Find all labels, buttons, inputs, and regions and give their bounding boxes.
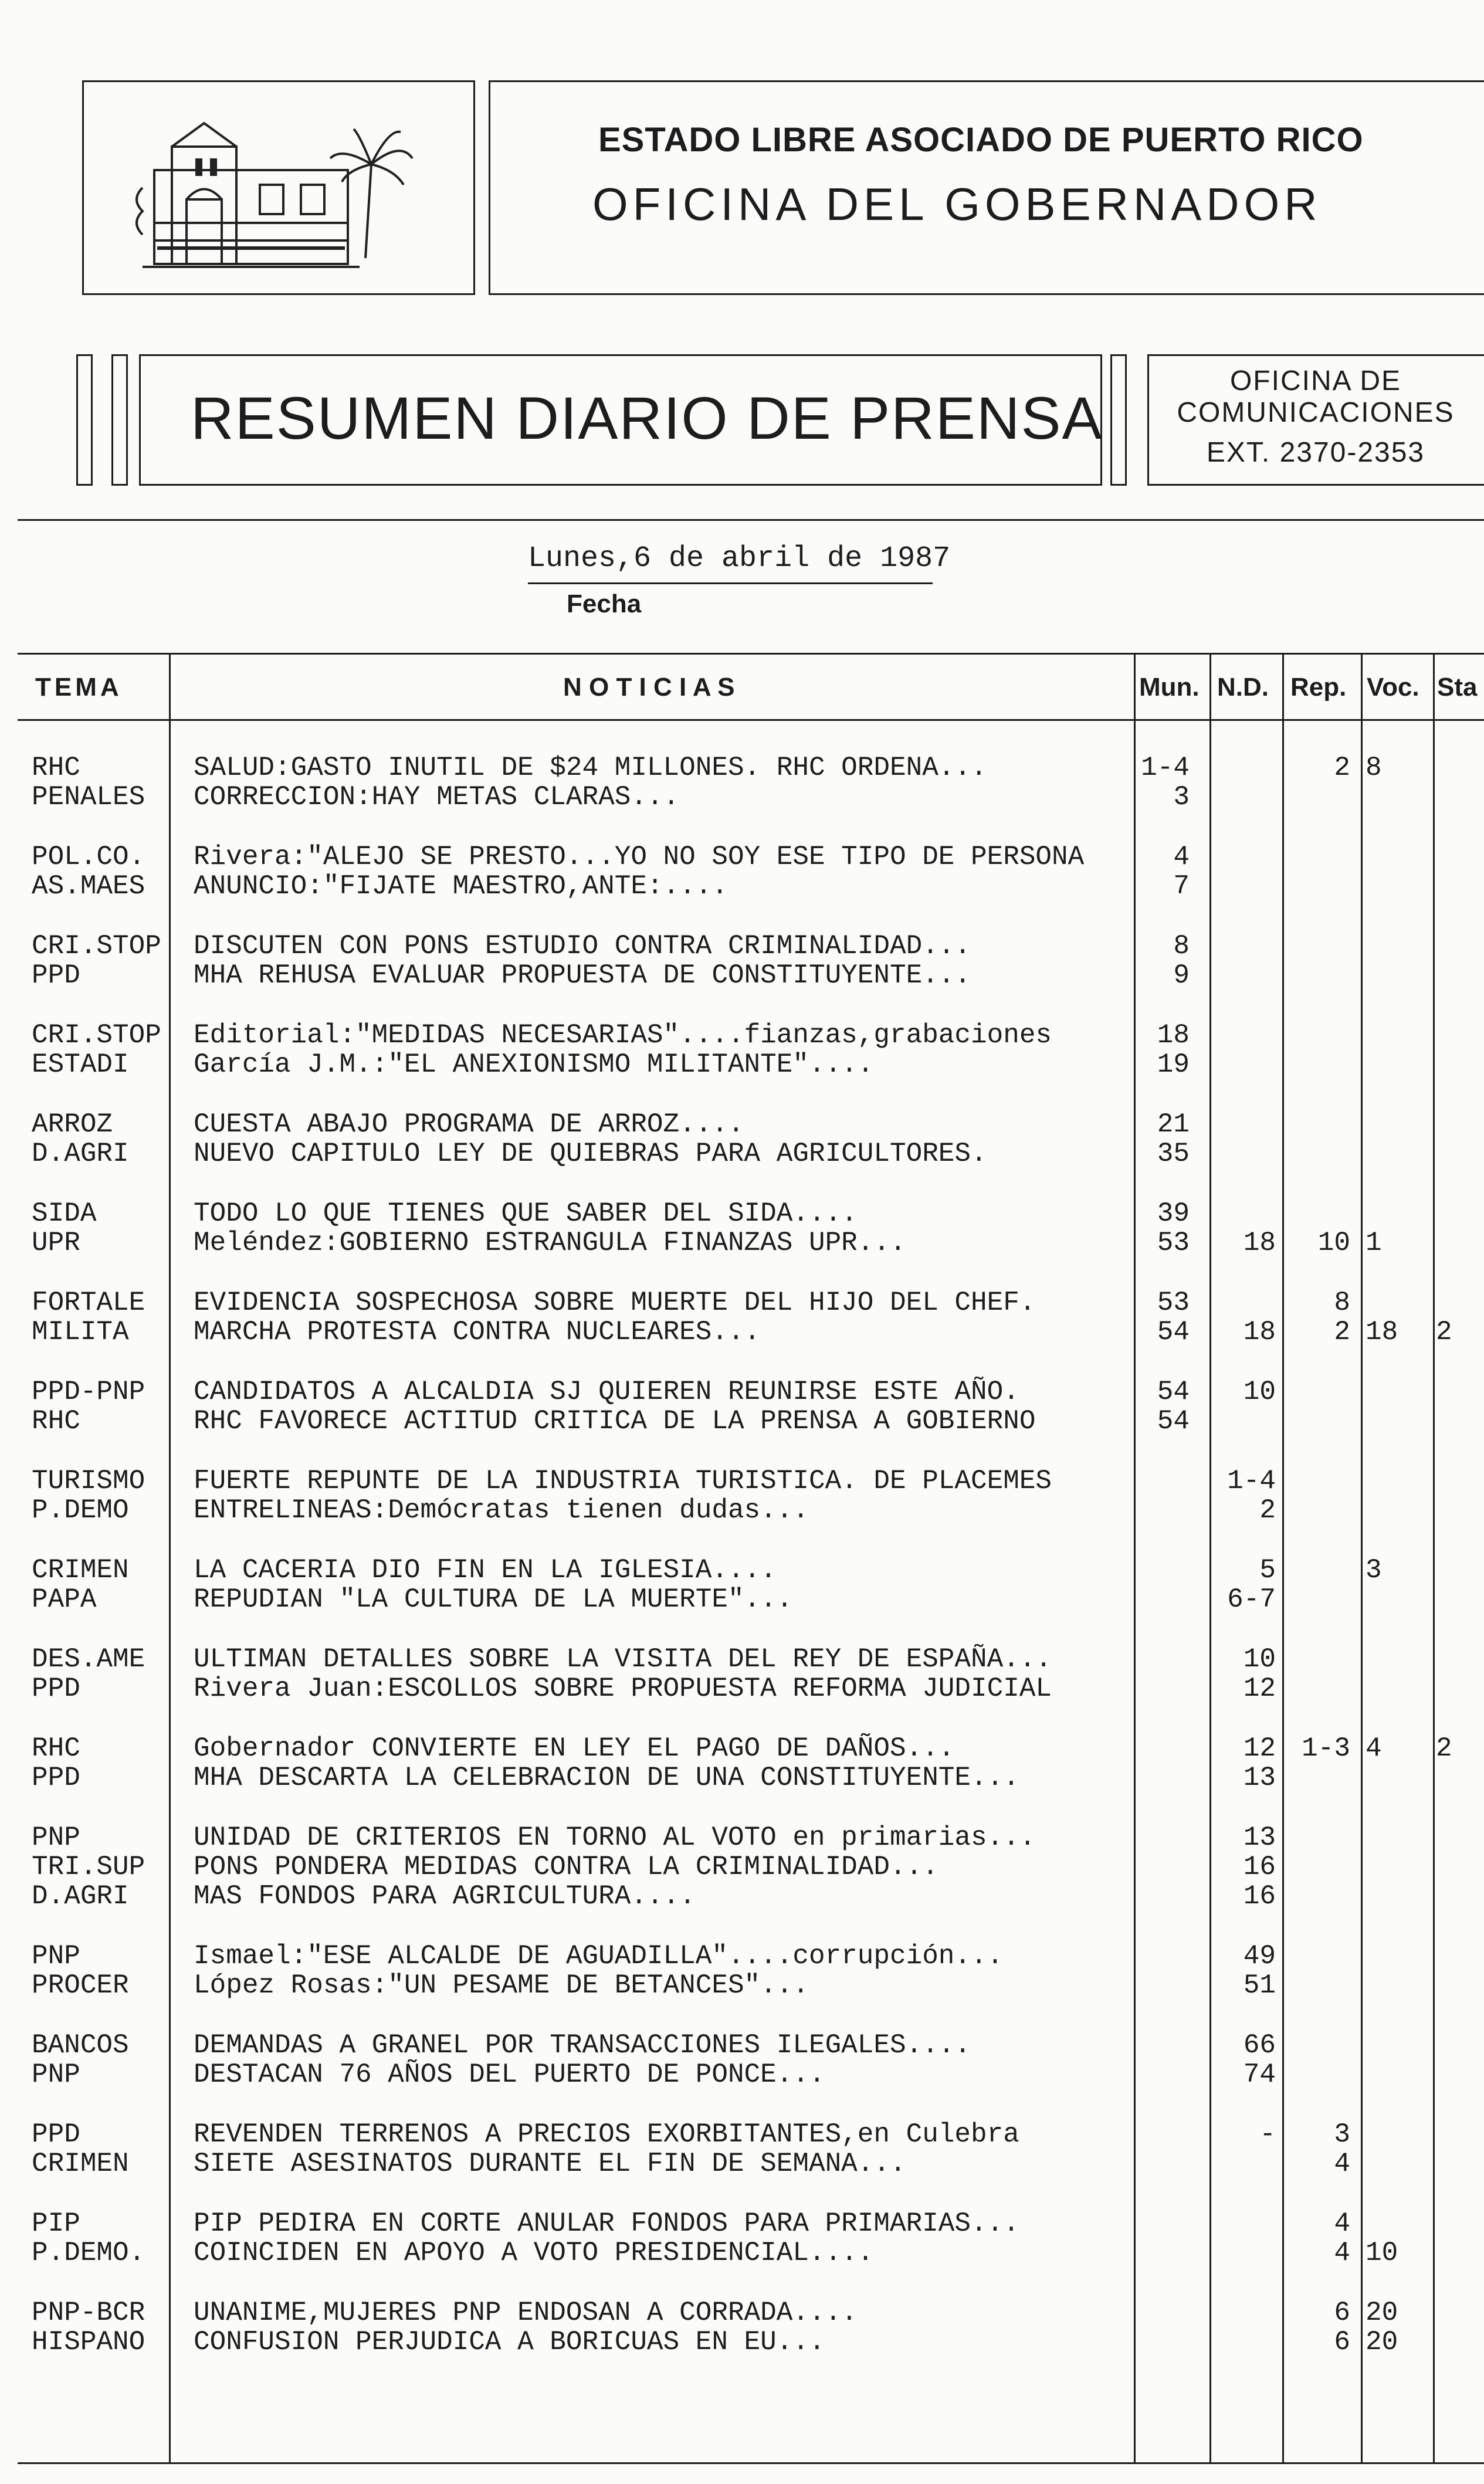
table-cell-tema: UPR — [32, 1228, 80, 1258]
table-cell-noticia: PIP PEDIRA EN CORTE ANULAR FONDOS PARA PRIMARIAS... — [194, 2208, 1019, 2239]
table-cell-nd: - — [1259, 2119, 1276, 2150]
table-cell-tema: TRI.SUP — [32, 1852, 145, 1882]
table-cell-nd: 6-7 — [1227, 1584, 1276, 1615]
table-cell-tema: HISPANO — [32, 2327, 145, 2357]
table-cell-noticia: Meléndez:GOBIERNO ESTRANGULA FINANZAS UPR... — [194, 1228, 906, 1258]
table-cell-tema: RHC — [32, 1406, 80, 1436]
table-cell-tema: PPD — [32, 1763, 80, 1793]
banner-right-bar — [1110, 354, 1127, 486]
table-cell-rep: 6 — [1334, 2327, 1350, 2357]
table-cell-nd: 16 — [1243, 1881, 1276, 1912]
table-cell-nd: 1-4 — [1227, 1466, 1276, 1496]
table-cell-rep: 10 — [1317, 1228, 1350, 1258]
table-cell-tema: ESTADI — [32, 1049, 129, 1080]
table-cell-noticia: CONFUSION PERJUDICA A BORICUAS EN EU... — [194, 2327, 825, 2357]
header-sta: Sta — [1437, 673, 1478, 702]
table-cell-noticia: DESTACAN 76 AÑOS DEL PUERTO DE PONCE... — [194, 2059, 825, 2090]
table-cell-noticia: DISCUTEN CON PONS ESTUDIO CONTRA CRIMINALIDAD... — [194, 931, 971, 961]
table-cell-noticia: CORRECCION:HAY METAS CLARAS... — [194, 782, 680, 812]
table-cell-noticia: PONS PONDERA MEDIDAS CONTRA LA CRIMINALIDAD... — [194, 1852, 938, 1882]
table-cell-noticia: UNANIME,MUJERES PNP ENDOSAN A CORRADA.... — [194, 2297, 858, 2328]
table-top-rule — [18, 653, 1484, 655]
office-line2: COMUNICACIONES — [1177, 397, 1455, 428]
table-cell-nd: 51 — [1243, 1970, 1276, 2001]
column-divider-noticias — [1134, 653, 1136, 2464]
logo-frame — [82, 80, 475, 295]
table-cell-tema: P.DEMO — [32, 1495, 129, 1526]
table-cell-rep: 4 — [1334, 2238, 1350, 2268]
table-cell-tema: PPD — [32, 1673, 80, 1704]
table-cell-voc: 4 — [1366, 1733, 1382, 1764]
table-cell-tema: PPD — [32, 2119, 80, 2150]
table-cell-rep: 4 — [1334, 2208, 1350, 2239]
table-cell-noticia: LA CACERIA DIO FIN EN LA IGLESIA.... — [194, 1555, 777, 1585]
table-cell-mun: 3 — [1173, 782, 1190, 812]
table-cell-nd: 49 — [1243, 1941, 1276, 1971]
header-noticias: N O T I C I A S — [563, 673, 735, 702]
table-cell-rep: 6 — [1334, 2297, 1350, 2328]
government-name: ESTADO LIBRE ASOCIADO DE PUERTO RICO — [598, 121, 1364, 159]
table-cell-tema: PENALES — [32, 782, 145, 812]
table-cell-nd: 12 — [1243, 1673, 1276, 1704]
table-cell-mun: 19 — [1157, 1049, 1190, 1080]
table-cell-noticia: Editorial:"MEDIDAS NECESARIAS"....fianzas,grabaciones — [194, 1020, 1052, 1050]
table-cell-tema: CRI.STOP — [32, 1020, 161, 1050]
table-cell-nd: 2 — [1259, 1495, 1276, 1526]
table-cell-mun: 54 — [1157, 1317, 1190, 1347]
table-cell-mun: 54 — [1157, 1406, 1190, 1436]
office-line1: OFICINA DE — [1229, 365, 1402, 397]
table-cell-tema: PROCER — [32, 1970, 129, 2001]
table-cell-tema: PPD-PNP — [32, 1377, 145, 1407]
table-cell-mun: 35 — [1157, 1138, 1190, 1169]
table-cell-noticia: Rivera Juan:ESCOLLOS SOBRE PROPUESTA REFORMA JUDICIAL — [194, 1673, 1052, 1704]
table-cell-mun: 18 — [1157, 1020, 1190, 1050]
table-cell-tema: D.AGRI — [32, 1138, 129, 1169]
date-label: Fecha — [567, 589, 642, 618]
header-nd: N.D. — [1217, 673, 1269, 702]
table-cell-nd: 13 — [1243, 1763, 1276, 1793]
table-cell-tema: PNP-BCR — [32, 2297, 145, 2328]
office-extension: EXT. 2370-2353 — [1206, 437, 1425, 468]
table-cell-noticia: MARCHA PROTESTA CONTRA NUCLEARES... — [194, 1317, 761, 1347]
table-cell-noticia: MHA REHUSA EVALUAR PROPUESTA DE CONSTITUYENTE... — [194, 960, 971, 991]
table-cell-voc: 20 — [1366, 2327, 1398, 2357]
column-divider-tema — [169, 653, 171, 2464]
table-cell-noticia: ANUNCIO:"FIJATE MAESTRO,ANTE:.... — [194, 871, 728, 902]
table-cell-noticia: SALUD:GASTO INUTIL DE $24 MILLONES. RHC ORDENA... — [194, 753, 987, 783]
table-cell-nd: 18 — [1243, 1228, 1276, 1258]
table-cell-mun: 53 — [1157, 1287, 1190, 1318]
table-cell-tema: FORTALE — [32, 1287, 145, 1318]
table-cell-tema: RHC — [32, 753, 80, 783]
column-divider-nd — [1282, 653, 1284, 2464]
table-cell-voc: 18 — [1366, 1317, 1398, 1347]
table-cell-tema: PNP — [32, 1822, 80, 1853]
table-cell-rep: 2 — [1334, 1317, 1350, 1347]
table-cell-voc: 1 — [1366, 1228, 1382, 1258]
table-cell-noticia: García J.M.:"EL ANEXIONISMO MILITANTE".... — [194, 1049, 874, 1080]
table-cell-tema: AS.MAES — [32, 871, 145, 902]
date-underline — [528, 582, 933, 584]
table-cell-mun: 53 — [1157, 1228, 1190, 1258]
table-cell-tema: DES.AME — [32, 1644, 145, 1675]
table-cell-rep: 8 — [1334, 1287, 1350, 1318]
table-cell-mun: 39 — [1157, 1198, 1190, 1229]
table-cell-voc: 8 — [1366, 753, 1382, 783]
banner-title: RESUMEN DIARIO DE PRENSA — [191, 385, 1103, 452]
column-divider-rep — [1361, 653, 1363, 2464]
banner-left-bar — [76, 354, 93, 486]
header-mun: Mun. — [1139, 673, 1200, 702]
table-cell-tema: CRIMEN — [32, 1555, 129, 1585]
table-cell-noticia: FUERTE REPUNTE DE LA INDUSTRIA TURISTICA. DE PLACEMES — [194, 1466, 1052, 1496]
table-cell-mun: 1-4 — [1141, 753, 1190, 783]
table-cell-tema: BANCOS — [32, 2030, 129, 2061]
table-cell-mun: 54 — [1157, 1377, 1190, 1407]
table-cell-mun: 21 — [1157, 1109, 1190, 1140]
table-cell-noticia: Ismael:"ESE ALCALDE DE AGUADILLA"....corrupción... — [194, 1941, 1004, 1971]
table-cell-tema: D.AGRI — [32, 1881, 129, 1912]
table-cell-noticia: TODO LO QUE TIENES QUE SABER DEL SIDA.... — [194, 1198, 858, 1229]
table-cell-noticia: MAS FONDOS PARA AGRICULTURA.... — [194, 1881, 696, 1912]
table-cell-noticia: ULTIMAN DETALLES SOBRE LA VISITA DEL REY DE ESPAÑA... — [194, 1644, 1052, 1675]
table-cell-noticia: NUEVO CAPITULO LEY DE QUIEBRAS PARA AGRICULTORES. — [194, 1138, 987, 1169]
table-cell-tema: PAPA — [32, 1584, 97, 1615]
table-cell-noticia: RHC FAVORECE ACTITUD CRITICA DE LA PRENSA A GOBIERNO — [194, 1406, 1036, 1436]
office-name: OFICINA DEL GOBERNADOR — [592, 178, 1322, 230]
table-cell-noticia: COINCIDEN EN APOYO A VOTO PRESIDENCIAL.... — [194, 2238, 874, 2268]
table-cell-tema: PPD — [32, 960, 80, 991]
table-cell-tema: CRI.STOP — [32, 931, 161, 961]
table-cell-noticia: Gobernador CONVIERTE EN LEY EL PAGO DE DAÑOS... — [194, 1733, 955, 1764]
table-cell-nd: 5 — [1259, 1555, 1276, 1585]
header-rep: Rep. — [1290, 673, 1347, 702]
table-cell-nd: 18 — [1243, 1317, 1276, 1347]
table-cell-noticia: López Rosas:"UN PESAME DE BETANCES"... — [194, 1970, 809, 2001]
table-cell-rep: 1-3 — [1302, 1733, 1350, 1764]
table-cell-rep: 2 — [1334, 753, 1350, 783]
table-cell-voc: 10 — [1366, 2238, 1398, 2268]
table-cell-noticia: UNIDAD DE CRITERIOS EN TORNO AL VOTO en primarias... — [194, 1822, 1036, 1853]
table-cell-tema: SIDA — [32, 1198, 97, 1229]
table-cell-noticia: DEMANDAS A GRANEL POR TRANSACCIONES ILEGALES.... — [194, 2030, 971, 2061]
header-tema: TEMA — [35, 673, 123, 702]
table-cell-rep: 4 — [1334, 2148, 1350, 2179]
table-cell-mun: 9 — [1173, 960, 1190, 991]
table-cell-tema: ARROZ — [32, 1109, 113, 1140]
table-cell-noticia: ENTRELINEAS:Demócratas tienen dudas... — [194, 1495, 809, 1526]
table-cell-voc: 20 — [1366, 2297, 1398, 2328]
table-cell-sta: 2 — [1436, 1733, 1452, 1764]
table-cell-tema: RHC — [32, 1733, 80, 1764]
table-cell-tema: P.DEMO. — [32, 2238, 145, 2268]
table-cell-nd: 66 — [1243, 2030, 1276, 2061]
table-cell-noticia: REVENDEN TERRENOS A PRECIOS EXORBITANTES,en Culebra — [194, 2119, 1019, 2150]
table-cell-tema: CRIMEN — [32, 2148, 129, 2179]
table-header-rule — [18, 719, 1484, 721]
date-value: Lunes,6 de abril de 1987 — [528, 542, 951, 575]
table-cell-sta: 2 — [1436, 1317, 1452, 1347]
table-cell-mun: 8 — [1173, 931, 1190, 961]
header-voc: Voc. — [1367, 673, 1419, 702]
table-cell-noticia: EVIDENCIA SOSPECHOSA SOBRE MUERTE DEL HIJO DEL CHEF. — [194, 1287, 1036, 1318]
table-cell-noticia: SIETE ASESINATOS DURANTE EL FIN DE SEMANA... — [194, 2148, 906, 2179]
table-cell-tema: TURISMO — [32, 1466, 145, 1496]
table-cell-rep: 3 — [1334, 2119, 1350, 2150]
table-cell-noticia: MHA DESCARTA LA CELEBRACION DE UNA CONSTITUYENTE... — [194, 1763, 1019, 1793]
table-cell-nd: 16 — [1243, 1852, 1276, 1882]
table-cell-tema: POL.CO. — [32, 842, 145, 872]
table-cell-tema: PNP — [32, 2059, 80, 2090]
table-cell-noticia: REPUDIAN "LA CULTURA DE LA MUERTE"... — [194, 1584, 793, 1615]
table-cell-nd: 10 — [1243, 1644, 1276, 1675]
table-cell-noticia: CUESTA ABAJO PROGRAMA DE ARROZ.... — [194, 1109, 744, 1140]
table-cell-voc: 3 — [1366, 1555, 1382, 1585]
table-cell-tema: MILITA — [32, 1317, 129, 1347]
table-cell-mun: 7 — [1173, 871, 1190, 902]
table-cell-mun: 4 — [1173, 842, 1190, 872]
banner-left-bar-2 — [111, 354, 128, 486]
table-cell-nd: 10 — [1243, 1377, 1276, 1407]
fortaleza-building-logo — [84, 82, 473, 293]
table-cell-noticia: Rivera:"ALEJO SE PRESTO...YO NO SOY ESE TIPO DE PERSONA — [194, 842, 1085, 872]
divider-top — [18, 519, 1484, 521]
table-cell-nd: 74 — [1243, 2059, 1276, 2090]
table-bottom-rule — [18, 2462, 1484, 2464]
table-cell-tema: PIP — [32, 2208, 80, 2239]
table-cell-nd: 13 — [1243, 1822, 1276, 1853]
table-cell-tema: PNP — [32, 1941, 80, 1971]
table-cell-nd: 12 — [1243, 1733, 1276, 1764]
table-cell-noticia: CANDIDATOS A ALCALDIA SJ QUIEREN REUNIRSE ESTE AÑO. — [194, 1377, 1019, 1407]
